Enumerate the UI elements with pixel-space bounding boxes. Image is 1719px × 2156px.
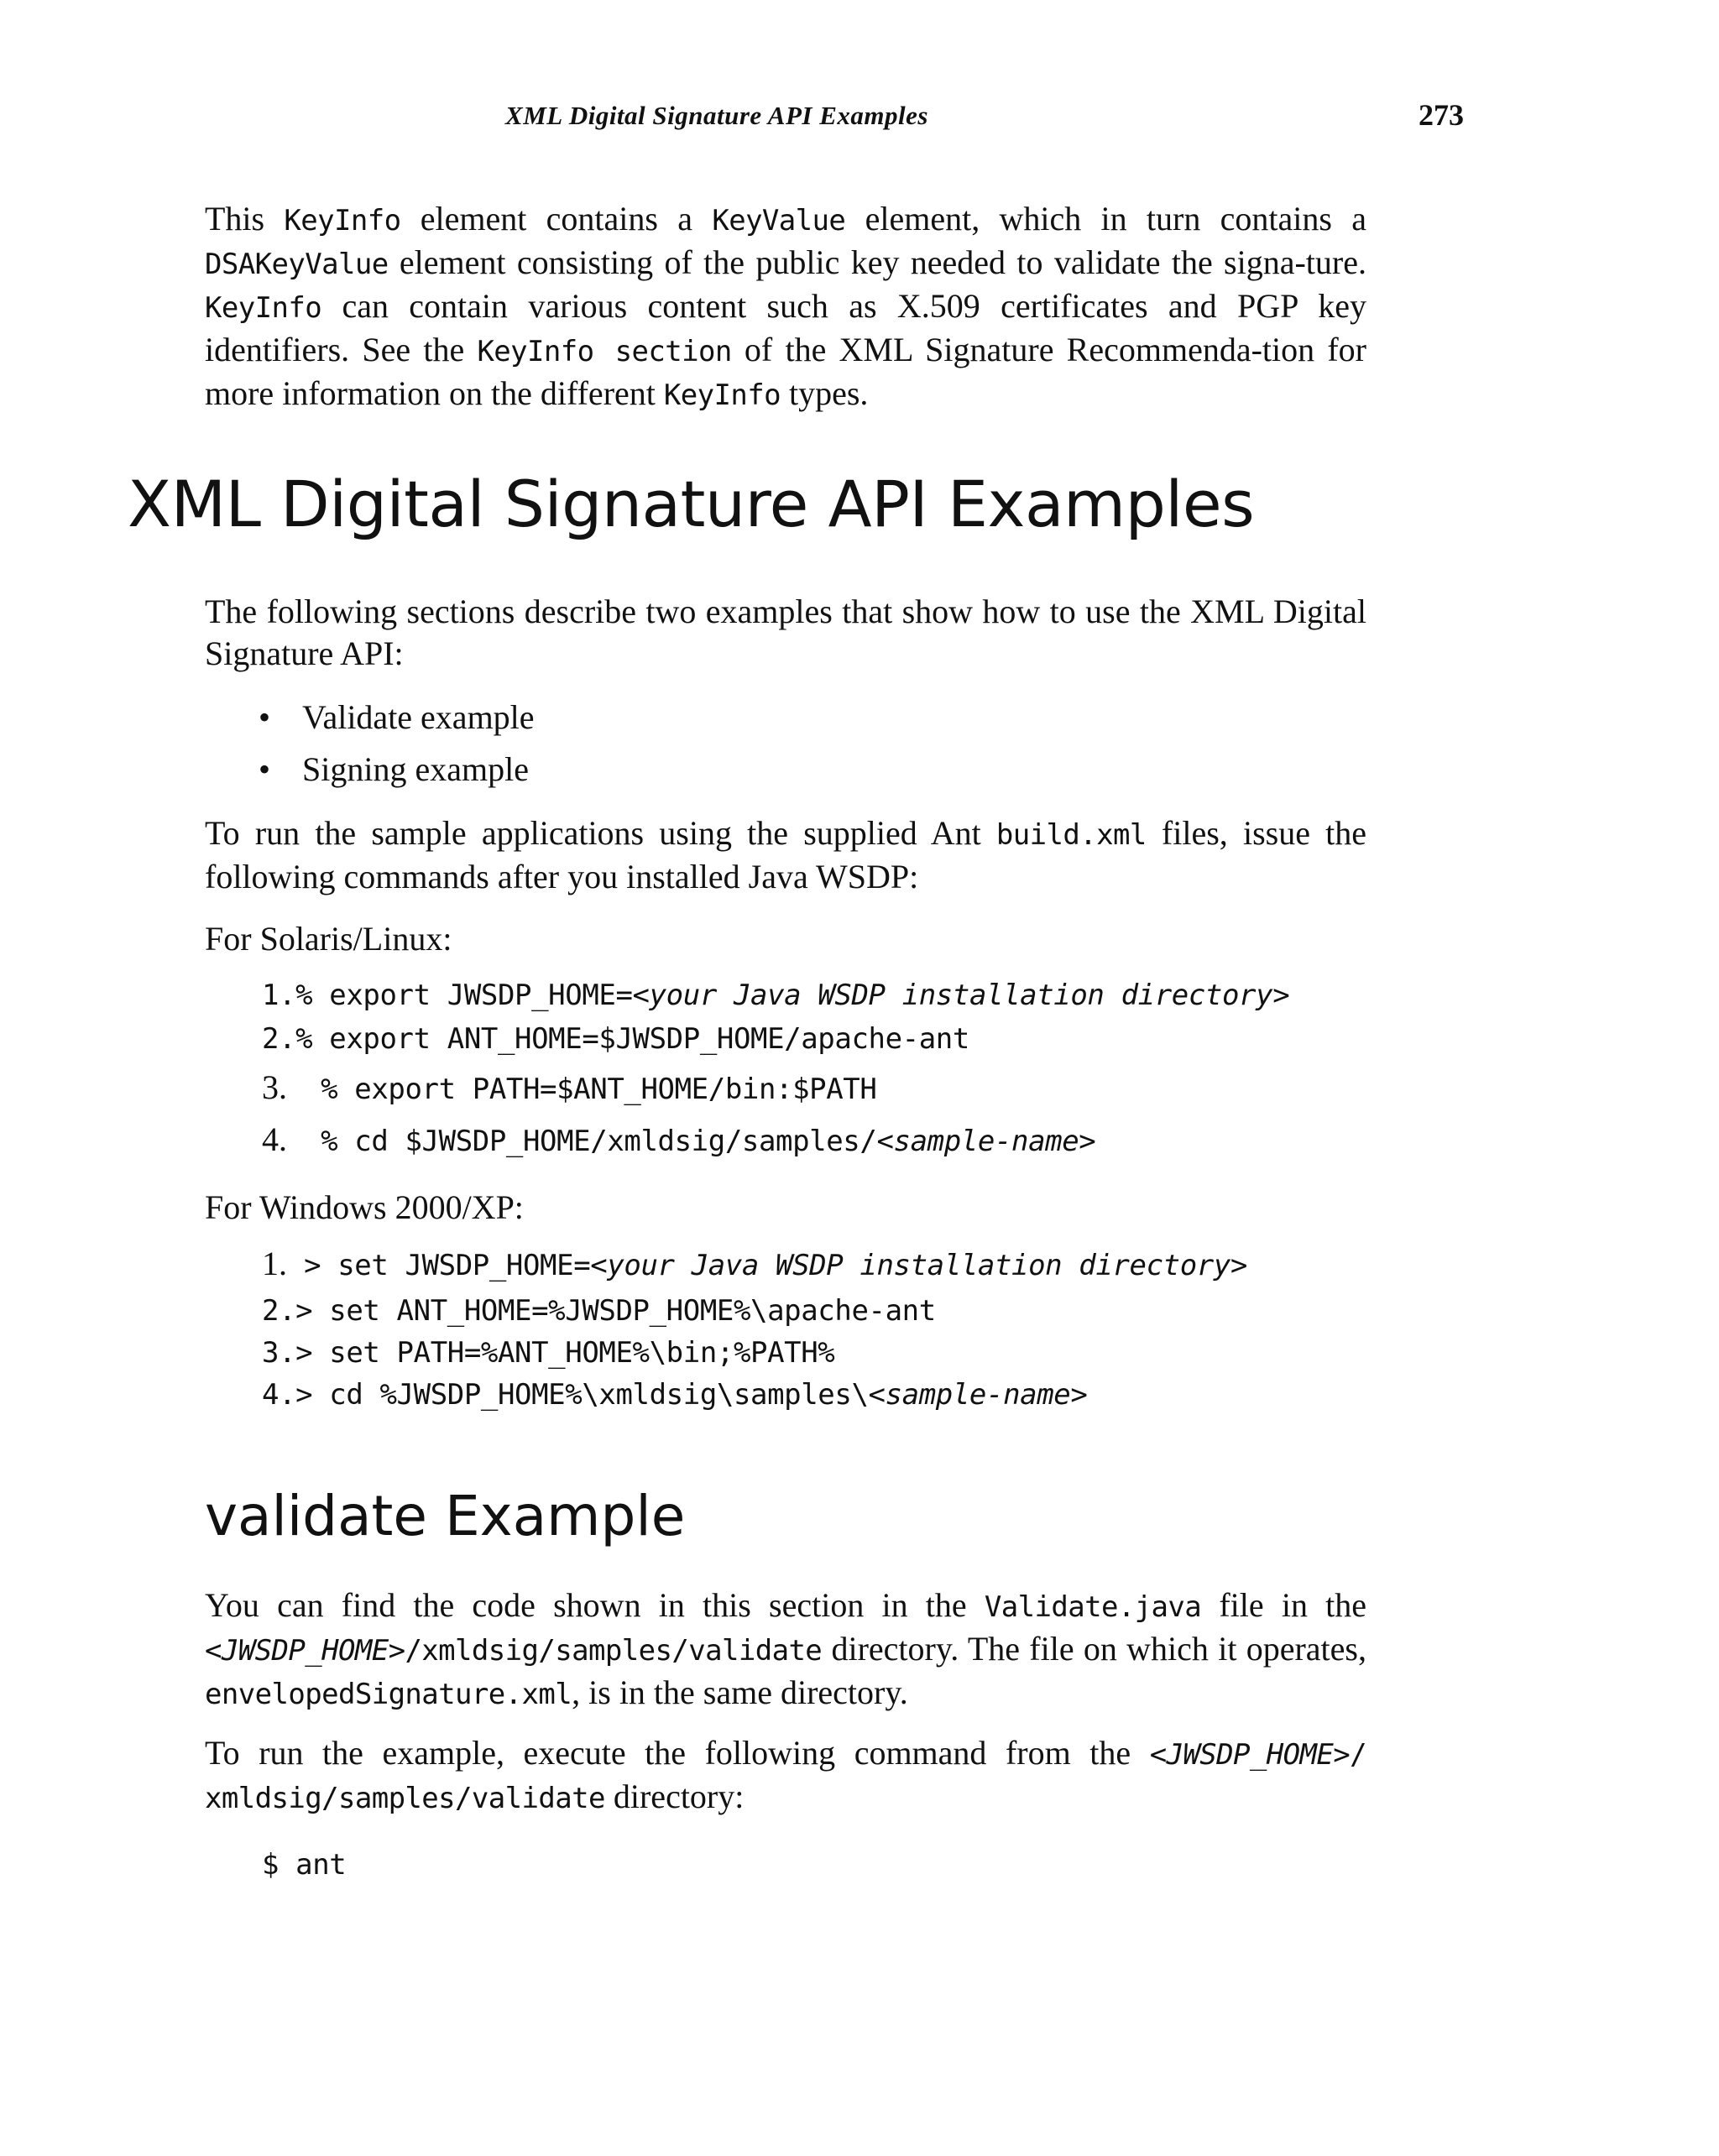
bullet-item: • Signing example <box>259 749 529 791</box>
bullet-icon: • <box>259 750 271 788</box>
inline-code: <JWSDP_HOME> <box>1149 1738 1351 1772</box>
command-line: 3.> set PATH=%ANT_HOME%\bin;%PATH% <box>262 1336 835 1370</box>
inline-code: KeyInfo section <box>477 335 732 368</box>
section-lead-paragraph: The following sections describe two examples that show how to use the XML Digital Signature API: <box>205 593 1366 672</box>
inline-code: envelopedSignature.xml <box>205 1678 572 1711</box>
inline-code: build.xml <box>995 818 1147 852</box>
intro-paragraph: This KeyInfo element contains a KeyValue element, which in turn contains a DSAKeyValue element consisting of the public key needed to validate the signa-ture. KeyInfo can contain various content such as X.509 certificates and PGP key identifiers. See the KeyInfo section of the XML Signature Recommenda-tion for more information on the different KeyInfo types. <box>205 200 1366 412</box>
solaris-label: For Solaris/Linux: <box>205 920 452 958</box>
validate-description-paragraph: You can find the code shown in this section in the Validate.java file in the <JWSDP_HOME>/xmldsig/samples/validate directory. The file on which it operates, envelopedSignature.xml, is in the same directory. <box>205 1586 1367 1711</box>
run-instructions-paragraph: To run the sample applications using the supplied Ant build.xml files, issue the following commands after you installed Java WSDP: <box>205 814 1367 895</box>
inline-code: KeyInfo <box>205 291 322 325</box>
command-line: 2.> set ANT_HOME=%JWSDP_HOME%\apache-ant <box>262 1294 936 1328</box>
command-line: 1.% export JWSDP_HOME=<your Java WSDP installation directory> <box>262 979 1290 1012</box>
inline-code: Validate.java <box>984 1590 1202 1624</box>
section-heading: XML Digital Signature API Examples <box>128 467 1255 541</box>
inline-code: /xmldsig/samples/validate <box>405 1634 823 1668</box>
command-line: 2.% export ANT_HOME=$JWSDP_HOME/apache-ant <box>262 1022 969 1056</box>
inline-code: DSAKeyValue <box>205 248 389 281</box>
inline-code: KeyValue <box>712 204 846 238</box>
inline-code: / xmldsig/samples/validate <box>205 1738 1366 1815</box>
command-line: 3. % export PATH=$ANT_HOME/bin:$PATH <box>262 1068 877 1106</box>
windows-label: For Windows 2000/XP: <box>205 1188 524 1226</box>
command-line: 4.> cd %JWSDP_HOME%\xmldsig\samples\<sample-name> <box>262 1378 1088 1412</box>
running-header-title: XML Digital Signature API Examples <box>505 101 928 130</box>
command-line: 4. % cd $JWSDP_HOME/xmldsig/samples/<sample-name> <box>262 1120 1096 1158</box>
validate-run-paragraph: To run the example, execute the following command from the <JWSDP_HOME>/ xmldsig/samples/validate directory: <box>205 1734 1366 1815</box>
inline-code: <JWSDP_HOME> <box>205 1634 405 1668</box>
inline-code: KeyInfo <box>284 204 401 238</box>
command-line: 1. > set JWSDP_HOME=<your Java WSDP installation directory> <box>262 1245 1247 1282</box>
command-line: $ ant <box>262 1848 347 1882</box>
inline-code: KeyInfo <box>663 378 781 412</box>
bullet-item: • Validate example <box>259 697 535 739</box>
subsection-heading: validate Example <box>205 1484 686 1548</box>
bullet-icon: • <box>259 698 271 736</box>
page-number: 273 <box>1419 98 1464 132</box>
